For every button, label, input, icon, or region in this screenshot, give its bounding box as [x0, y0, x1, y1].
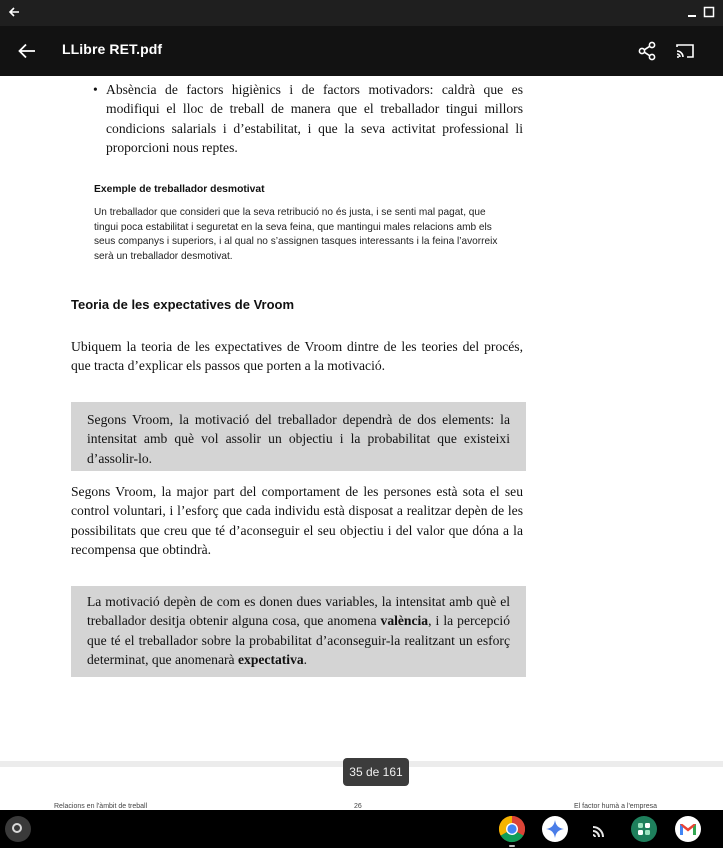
gemini-icon[interactable]: [541, 815, 569, 843]
highlight-box-text: Segons Vroom, la motivació del treballador dependrà de dos elements: la intensitat amb què vol assolir un objectiu i la probabilitat que existeixi d’assolir-lo.: [87, 412, 510, 466]
arrow-left-icon[interactable]: [16, 40, 38, 62]
page-indicator: 35 de 161: [343, 758, 409, 786]
files-app-icon[interactable]: [630, 815, 658, 843]
bullet-marker: •: [93, 82, 98, 97]
footer-right: El factor humà a l'empresa: [574, 803, 658, 810]
launcher-icon[interactable]: [5, 816, 31, 842]
share-icon[interactable]: [636, 40, 658, 62]
footer-page-number: 26: [354, 803, 362, 810]
paragraph-intro: Ubiquem la teoria de les expectatives de Vroom dintre de les teories del procés, que tracta d’explicar els passos que porten a la motivació.: [71, 339, 523, 374]
bullet-text: Absència de factors higiènics i de factors motivadors: caldrà que es modifiqui el lloc de treball de manera que el treballador tingui millors condicions salarials i d’estabilitat, i que la seva activitat professional li proporcioni nous reptes.: [106, 82, 523, 155]
footer-left: Relacions en l'àmbit de treball: [54, 803, 148, 810]
example-title: Exemple de treballador desmotivat: [94, 184, 265, 195]
chrome-icon[interactable]: [498, 815, 526, 843]
system-shelf: [0, 810, 723, 848]
example-text: Un treballador que consideri que la seva retribució no és justa, i se senti mal pagat, que tingui poca estabilitat i seguretat en la seva feina, que mantingui males relacions amb els seus companys i superiors, i al qual no s’assignen tasques interessants i la feina l’avorreix serà un treballador desmotivat.: [94, 207, 498, 263]
gmail-icon[interactable]: [674, 815, 702, 843]
maximize-icon[interactable]: [703, 6, 715, 18]
window-title-bar: [0, 0, 723, 26]
app-toolbar: [0, 26, 723, 76]
minimize-icon[interactable]: [687, 8, 697, 18]
cast-app-icon[interactable]: [586, 815, 614, 843]
highlight-box: [71, 402, 526, 471]
bullet-item: [93, 80, 523, 157]
definition-box: [71, 586, 526, 677]
term-expectativa: expectativa: [237, 651, 304, 667]
cast-icon[interactable]: [674, 40, 696, 62]
term-valencia: valència: [380, 613, 429, 629]
document-title: LLibre RET.pdf: [62, 41, 163, 57]
definition-text-3: .: [303, 651, 308, 667]
section-heading: Teoria de les expectatives de Vroom: [71, 297, 295, 312]
definition-box-text: [71, 586, 526, 669]
pdf-page[interactable]: [0, 76, 723, 761]
paragraph-behaviour: Segons Vroom, la major part del comportament de les persones està sota el seu control voluntari, i l’esforç que cada individu està disposat a realitzar depèn de les possibilitats que creu que té d’aconseguir el seu objectiu i del valor que dóna a la recompensa que obtindrà.: [71, 484, 523, 557]
definition-text-2: , i la percepció que té el treballador sobre la probabilitat d’aconseguir-la realitzant un esforç determinat, que anomenarà: [87, 613, 510, 667]
definition-text-1: La motivació depèn de com es donen dues variables, la intensitat amb què el treballador desitja obtenir alguna cosa, que anomena: [87, 594, 510, 629]
back-arrow-icon[interactable]: [6, 4, 22, 20]
active-app-indicator: [509, 845, 515, 847]
